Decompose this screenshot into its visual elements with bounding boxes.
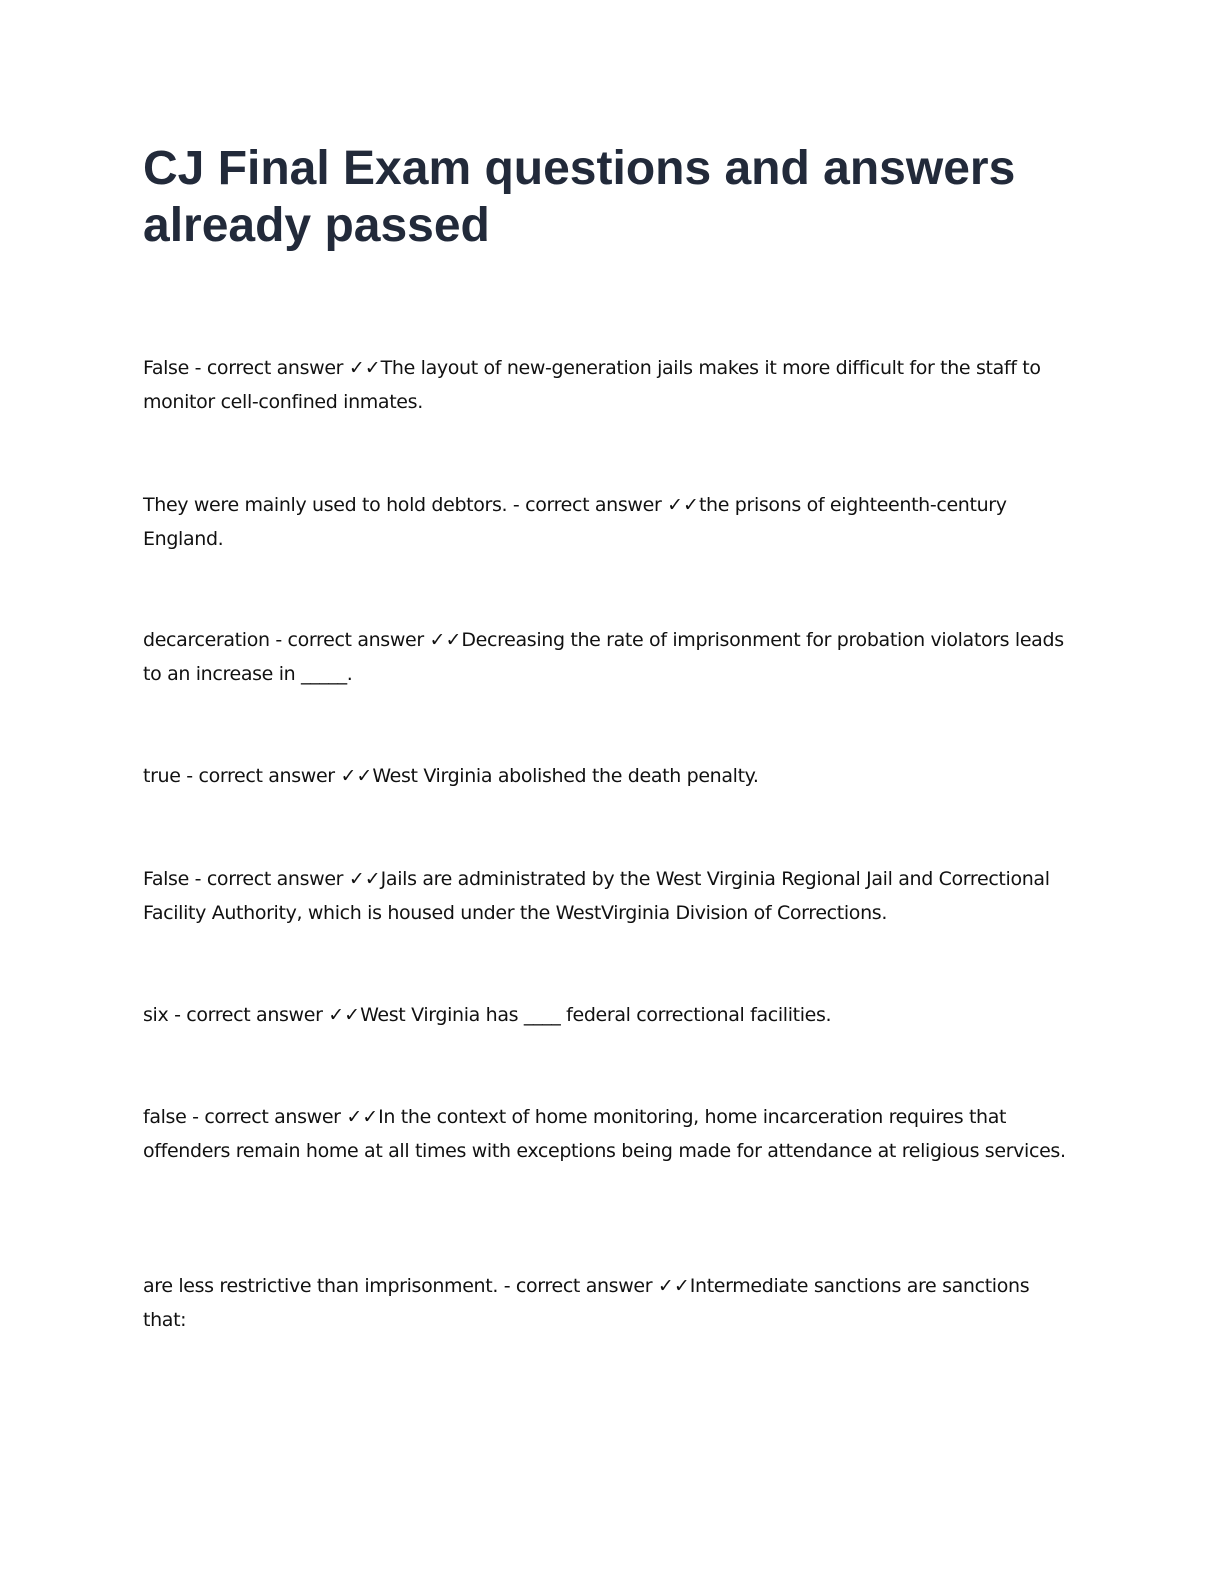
question-text: West Virginia has ____ federal correctional facilities. xyxy=(360,1004,832,1026)
double-check-icon: ✓✓ xyxy=(328,1004,361,1026)
double-check-icon: ✓✓ xyxy=(429,629,462,651)
qa-item-1 xyxy=(143,351,1078,419)
qa-item-3 xyxy=(143,623,1078,691)
qa-item-5 xyxy=(143,862,1078,930)
double-check-icon: ✓✓ xyxy=(340,765,373,787)
double-check-icon: ✓✓ xyxy=(667,494,699,516)
double-check-icon: ✓✓ xyxy=(348,868,381,890)
double-check-icon: ✓✓ xyxy=(657,1275,690,1297)
qa-item-6 xyxy=(143,998,1078,1032)
question-text: In the context of home monitoring, home incarceration requires that offenders remain home at all times with exceptions being made for attendance at religious services. xyxy=(143,1106,1066,1162)
answer-text: decarceration xyxy=(143,629,270,651)
answer-text: six xyxy=(143,1004,169,1026)
document-title: CJ Final Exam questions and answers already passed xyxy=(143,142,1016,252)
correct-answer-label: - correct answer xyxy=(180,765,341,787)
qa-item-8 xyxy=(143,1269,1078,1337)
answer-text: False xyxy=(143,357,189,379)
double-check-icon: ✓✓ xyxy=(348,357,381,379)
answer-text: are less restrictive than imprisonment. xyxy=(143,1275,499,1297)
question-text: West Virginia abolished the death penalty. xyxy=(372,765,759,787)
qa-item-7 xyxy=(143,1100,1078,1168)
correct-answer-label: - correct answer xyxy=(507,494,668,516)
question-text: The layout of new-generation jails makes it more difficult for the staff to monitor cell-confined inmates. xyxy=(143,357,1041,413)
question-text: Decreasing the rate of imprisonment for probation violators leads to an increase in _____. xyxy=(143,629,1064,685)
answer-text: true xyxy=(143,765,181,787)
double-check-icon: ✓✓ xyxy=(346,1106,379,1128)
question-text: Jails are administrated by the West Virginia Regional Jail and Correctional Facility Authority, which is housed under the WestVirginia Division of Corrections. xyxy=(143,868,1050,924)
correct-answer-label: - correct answer xyxy=(188,868,349,890)
question-text: Intermediate sanctions are sanctions that: xyxy=(143,1275,1030,1331)
question-text: the prisons of eighteenth-century England. xyxy=(143,494,1007,550)
qa-item-4 xyxy=(143,759,1078,793)
correct-answer-label: - correct answer xyxy=(168,1004,329,1026)
correct-answer-label: - correct answer xyxy=(269,629,430,651)
correct-answer-label: - correct answer xyxy=(186,1106,347,1128)
qa-item-2 xyxy=(143,488,1078,556)
answer-text: False xyxy=(143,868,189,890)
answer-text: They were mainly used to hold debtors. xyxy=(143,494,508,516)
answer-text: false xyxy=(143,1106,187,1128)
correct-answer-label: - correct answer xyxy=(498,1275,658,1297)
correct-answer-label: - correct answer xyxy=(188,357,349,379)
